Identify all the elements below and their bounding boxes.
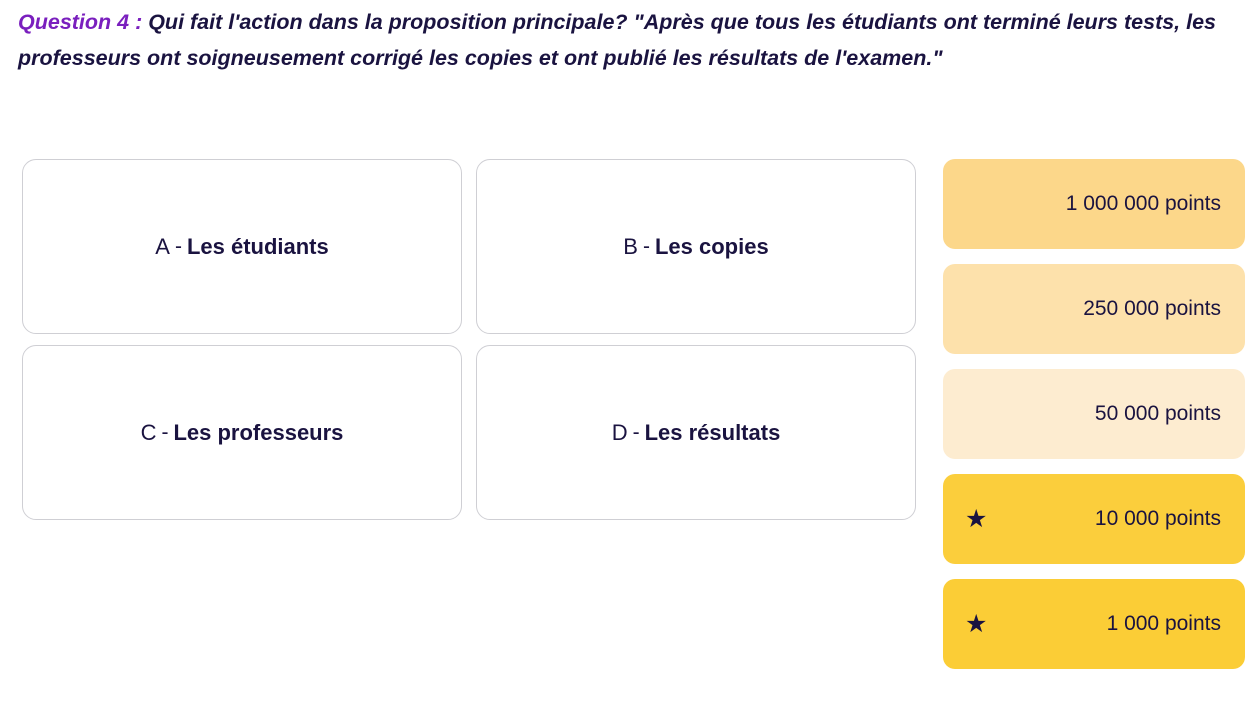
answer-text-a: Les étudiants	[186, 233, 329, 259]
answer-letter-c: C	[140, 419, 157, 445]
answer-option-a[interactable]	[22, 159, 462, 334]
score-ladder	[943, 159, 1245, 669]
answer-option-d[interactable]	[476, 345, 916, 520]
star-icon: ★	[965, 504, 988, 533]
question-text: Qui fait l'action dans la proposition principale? "Après que tous les étudiants ont terminé leurs tests, les professeurs ont soigneusement corrigé les copies et ont publié les résultats de l'examen."	[18, 10, 1217, 70]
answer-dash-a: -	[174, 234, 182, 258]
score-rung-50000	[943, 369, 1245, 459]
score-rung-250000	[943, 264, 1245, 354]
answer-dash-c: -	[161, 420, 169, 444]
answer-text-b: Les copies	[654, 233, 769, 259]
score-points-1000000: 1 000 000 points	[1065, 192, 1221, 215]
score-rung-1000	[943, 579, 1245, 669]
score-points-10000: 10 000 points	[1094, 507, 1221, 530]
star-icon: ★	[965, 609, 988, 638]
answer-dash-d: -	[632, 420, 640, 444]
answer-text-c: Les professeurs	[173, 419, 344, 445]
question-block	[18, 4, 1248, 76]
answer-text-d: Les résultats	[644, 419, 781, 445]
answer-dash-b: -	[642, 234, 650, 258]
answer-option-c[interactable]	[22, 345, 462, 520]
question-label: Question 4 :	[18, 10, 143, 34]
score-rung-10000	[943, 474, 1245, 564]
answer-letter-a: A	[155, 233, 170, 259]
answer-letter-d: D	[611, 419, 628, 445]
answer-option-b[interactable]	[476, 159, 916, 334]
score-points-250000: 250 000 points	[1083, 297, 1221, 320]
score-rung-1000000	[943, 159, 1245, 249]
score-points-1000: 1 000 points	[1106, 612, 1221, 635]
answer-letter-b: B	[623, 233, 638, 259]
score-points-50000: 50 000 points	[1094, 402, 1221, 425]
answer-options	[22, 159, 916, 520]
